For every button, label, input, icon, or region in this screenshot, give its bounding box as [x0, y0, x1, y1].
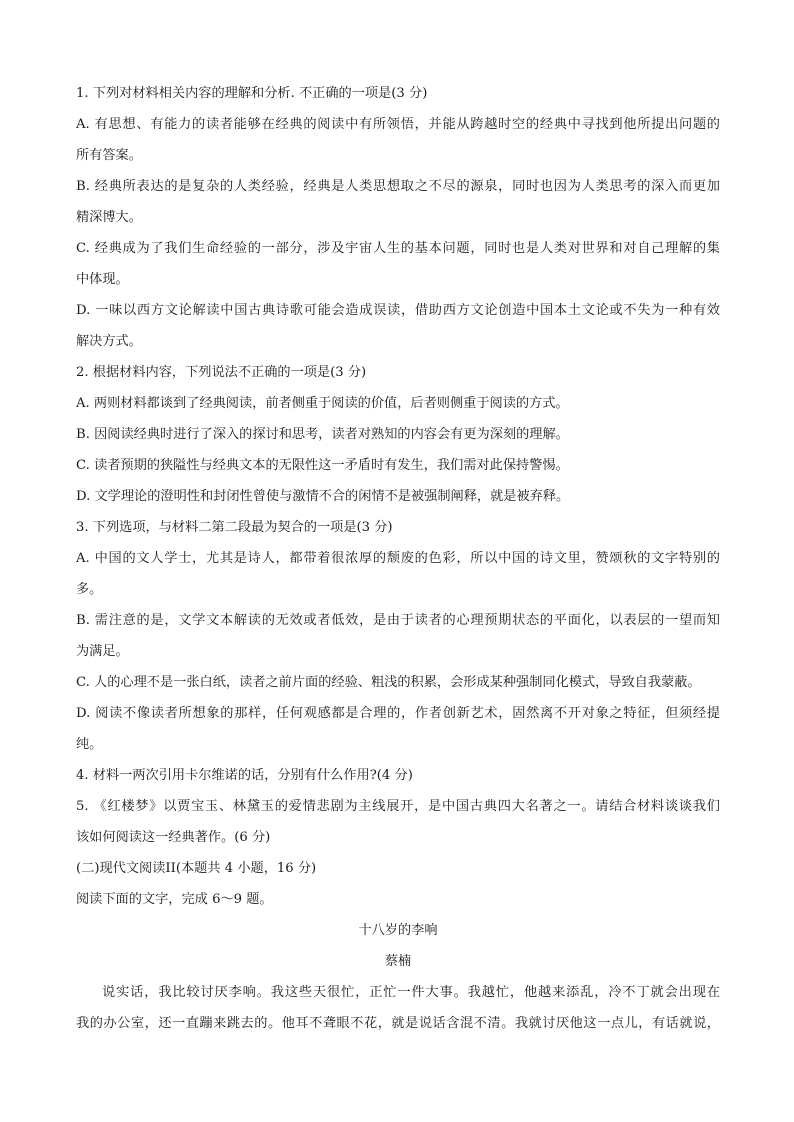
q1-option-d-line2: 解决方式。 [76, 334, 142, 349]
q3-stem: 3. 下列选项，与材料二第二段最为契合的一项是(3 分) [76, 520, 393, 535]
q2-option-c: C. 读者预期的狭隘性与经典文本的无限性这一矛盾时有发生，我们需对此保持警惕。 [76, 458, 569, 473]
story-paragraph-line1: 说实话，我比较讨厌李响。我这些天很忙，正忙一件大事。我越忙，他越来添乱，冷不丁就会出现在 [102, 985, 720, 1000]
q2-stem: 2. 根据材料内容，下列说法不正确的一项是(3 分) [76, 365, 367, 380]
q2-option-d: D. 文学理论的澄明性和封闭性曾使与激情不合的闲情不是被强制阐释，就是被弃释。 [76, 489, 570, 504]
q1-option-c-line1: C. 经典成为了我们生命经验的一部分，涉及宇宙人生的基本问题，同时也是人类对世界和对自己理解的集 [76, 241, 720, 256]
q1-option-d-line1: D. 一味以西方文论解读中国古典诗歌可能会造成误读，借助西方文论创造中国本土文论或不失为一种有效 [76, 303, 720, 318]
story-paragraph-line2: 我的办公室，还一直蹦来跳去的。他耳不聋眼不花，就是说话含混不清。我就讨厌他这一点儿，有话就说， [76, 1016, 720, 1031]
q3-option-b-line2: 为满足。 [76, 644, 129, 659]
q2-option-b: B. 因阅读经典时进行了深入的探讨和思考，读者对熟知的内容会有更为深刻的理解。 [76, 427, 569, 442]
section-instruction: 阅读下面的文字，完成 6～9 题。 [76, 892, 273, 907]
q3-option-a-line2: 多。 [76, 582, 103, 597]
q3-option-c: C. 人的心理不是一张白纸，读者之前片面的经验、粗浅的积累，会形成某种强制同化模式，导致自我蒙蔽。 [76, 675, 701, 690]
q3-option-d-line1: D. 阅读不像读者所想象的那样，任何观感都是合理的，作者创新艺术，固然离不开对象之特征，但须经提 [76, 706, 720, 721]
q1-option-b-line2: 精深博大。 [76, 210, 142, 225]
q2-option-a: A. 两则材料都谈到了经典阅读，前者侧重于阅读的价值，后者则侧重于阅读的方式。 [76, 396, 569, 411]
q3-option-d-line2: 纯。 [76, 737, 103, 752]
q1-option-b-line1: B. 经典所表达的是复杂的人类经验，经典是人类思想取之不尽的源泉，同时也因为人类思考的深入而更加 [76, 179, 720, 194]
q4-stem: 4. 材料一两次引用卡尔维诺的话，分别有什么作用?(4 分) [76, 768, 413, 783]
q1-stem: 1. 下列对材料相关内容的理解和分析. 不正确的一项是(3 分) [76, 86, 428, 101]
story-title: 十八岁的李响 [358, 923, 438, 938]
q3-option-a-line1: A. 中国的文人学士，尤其是诗人，都带着很浓厚的颓废的色彩，所以中国的诗文里，赞颂秋的文字特别的 [76, 551, 720, 566]
q5-line1: 5. 《红楼梦》以贾宝玉、林黛玉的爱情悲剧为主线展开，是中国古典四大名著之一。请结合材料谈谈我们 [76, 799, 720, 814]
story-author: 蔡楠 [384, 954, 412, 969]
q1-option-a-line1: A. 有思想、有能力的读者能够在经典的阅读中有所领悟，并能从跨越时空的经典中寻找到他所提出问题的 [76, 117, 720, 132]
q5-line2: 该如何阅读这一经典著作。(6 分) [76, 830, 271, 845]
q3-option-b-line1: B. 需注意的是，文学文本解读的无效或者低效，是由于读者的心理预期状态的平面化，以表层的一望而知 [76, 613, 720, 628]
q1-option-a-line2: 所有答案。 [76, 148, 142, 163]
section-heading: (二)现代文阅读II(本题共 4 小题，16 分) [76, 861, 317, 876]
q1-option-c-line2: 中体现。 [76, 272, 129, 287]
